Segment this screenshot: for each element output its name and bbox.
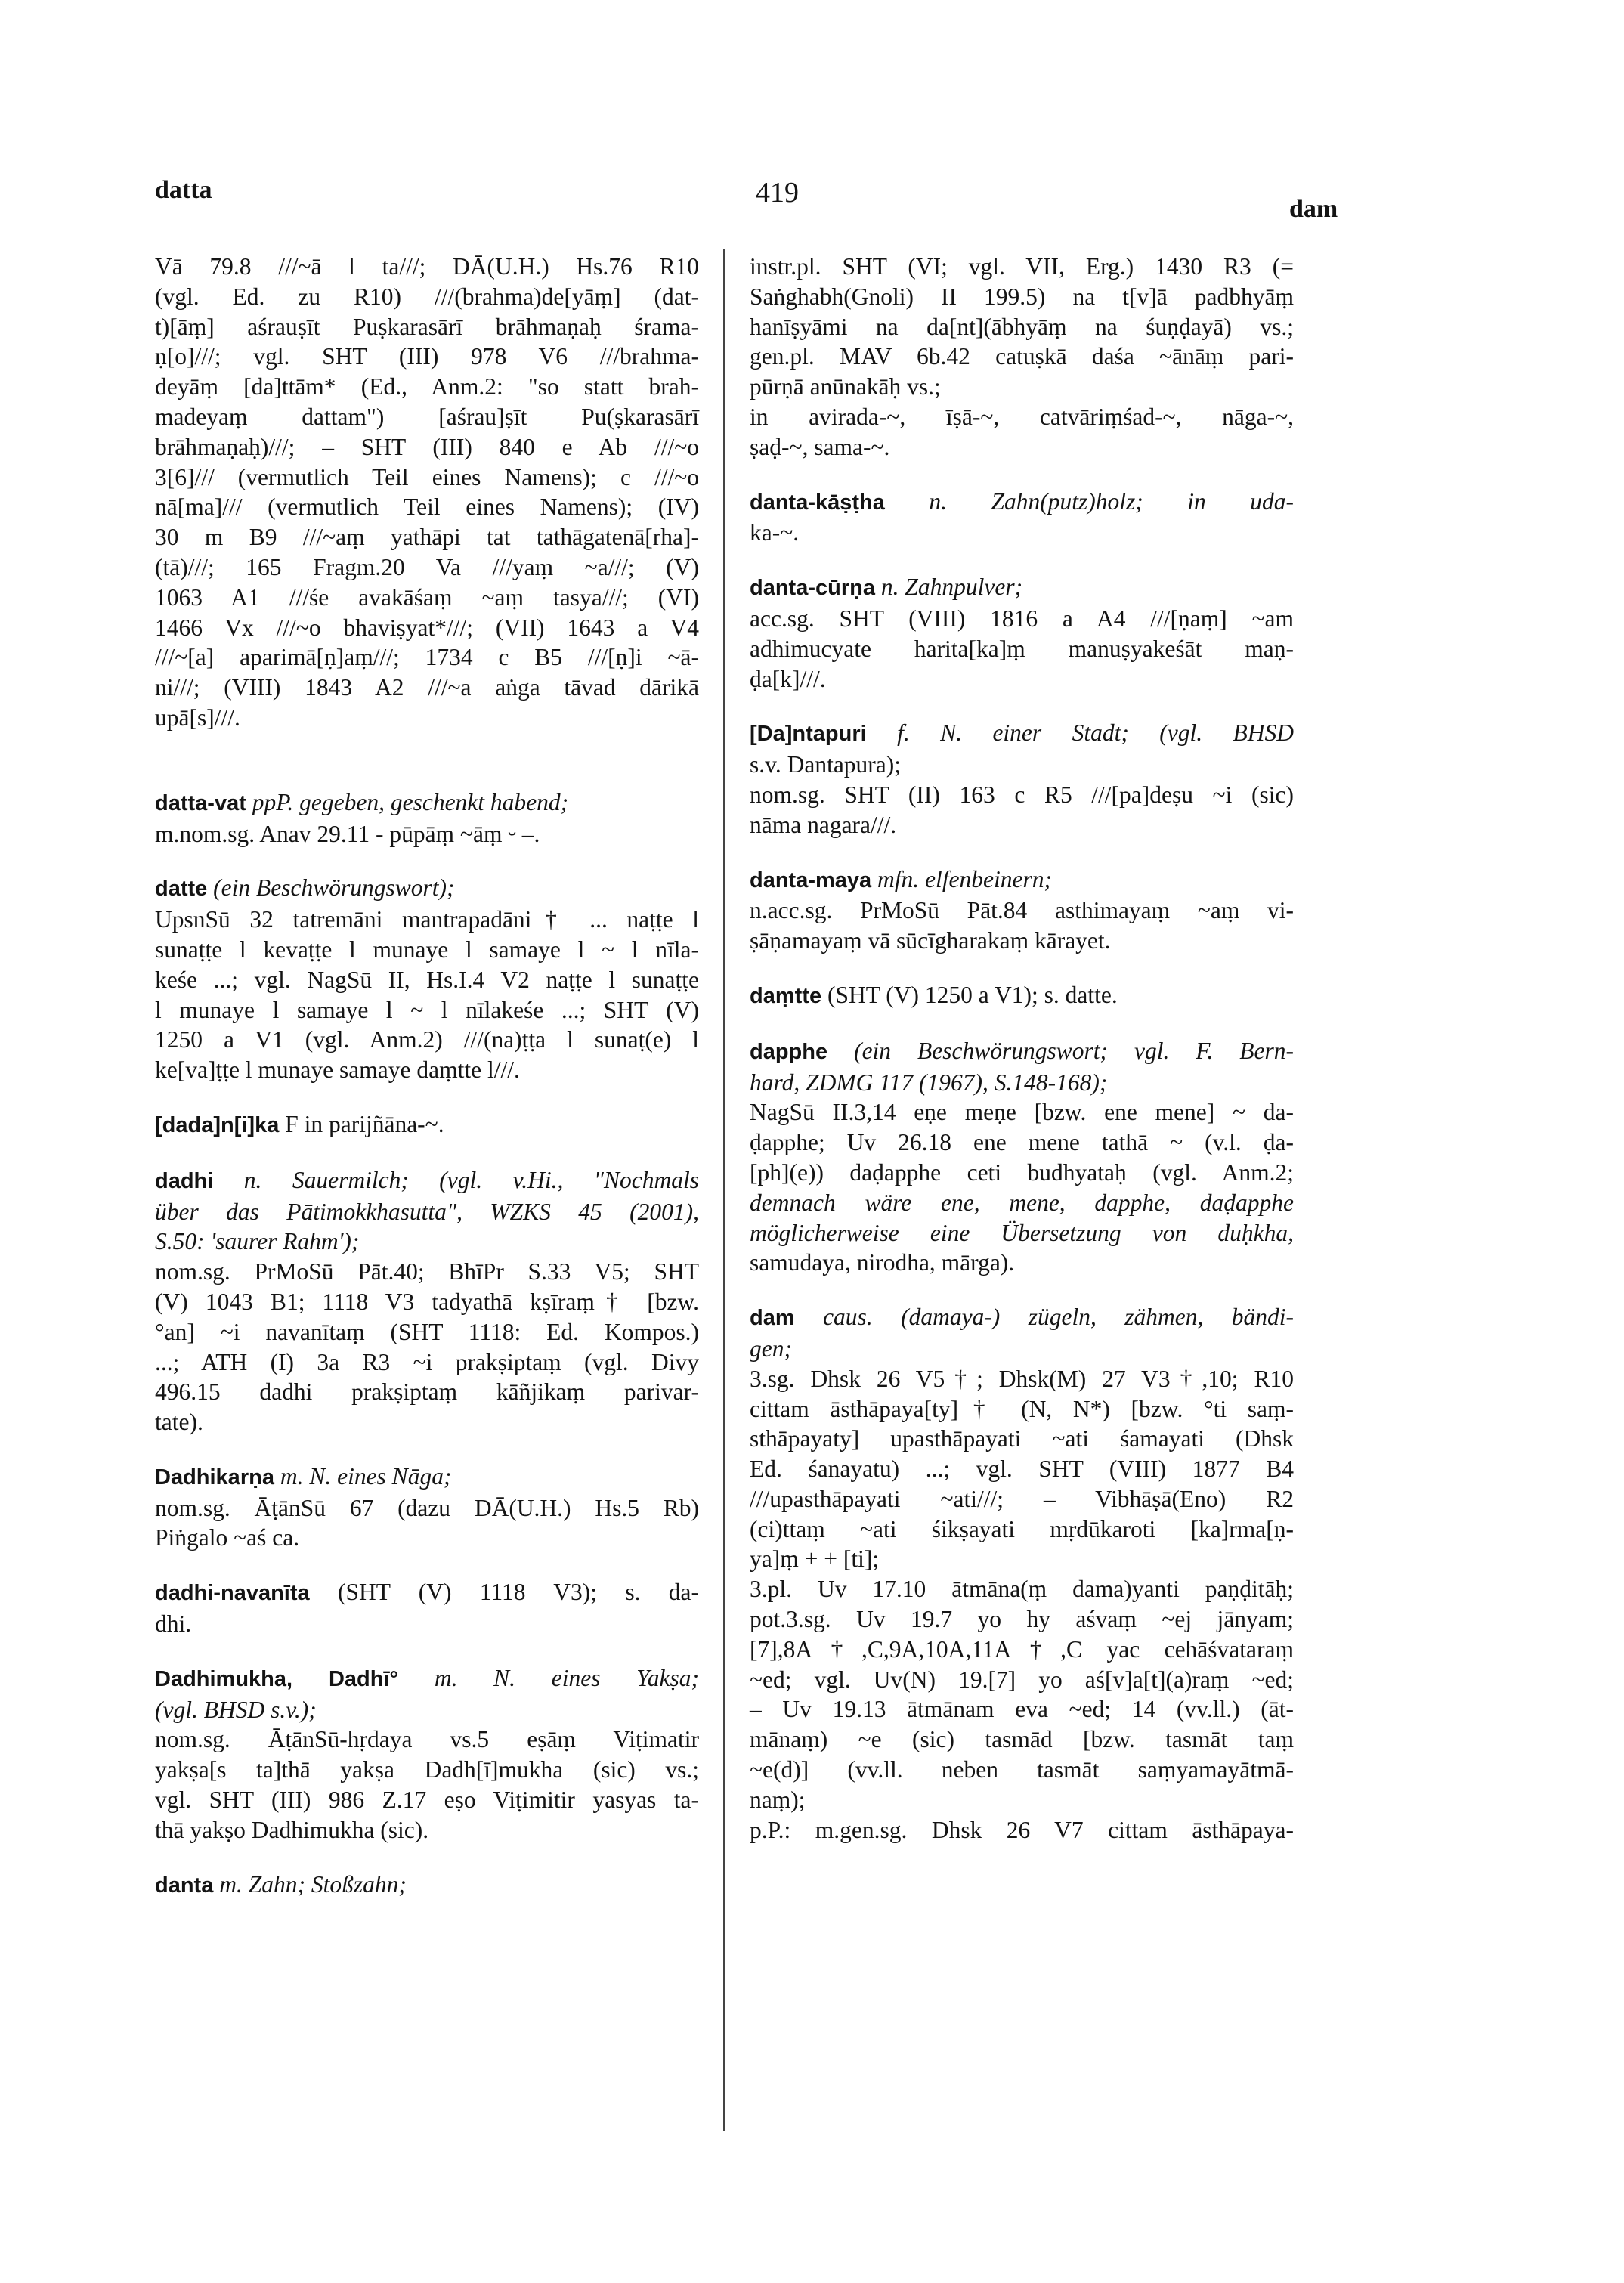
text-line: sunaṭṭe l kevaṭṭe l munaye l samaye l ~ l nīla- xyxy=(155,936,699,963)
definition: n. Zahnpulver; xyxy=(880,574,1023,601)
text-line: Saṅghabh(Gnoli) II 199.5) na t[v]ā padbhyāṃ xyxy=(750,283,1294,310)
text-line: yakṣa[s ta]thā yakṣa Dadh[ī]mukha (sic) vs.; xyxy=(155,1756,699,1783)
definition: ppP. gegeben, geschenkt habend; xyxy=(252,788,569,815)
text-line: [ph](e)) daḍapphe ceti budhyataḥ (vgl. Anm.2; xyxy=(750,1159,1294,1186)
text-line: S.50: 'saurer Rahm'); xyxy=(155,1228,360,1255)
definition: (ein Beschwörungswort); xyxy=(213,874,455,902)
entry-dadhimukha xyxy=(155,1663,699,1845)
text-line: adhimucyate harita[ka]ṃ manuṣyakeśāt maṇ- xyxy=(750,635,1294,662)
text-line: naṃ); xyxy=(750,1786,806,1813)
text-line: (vgl. BHSD s.v.); xyxy=(155,1696,317,1723)
text-line: l munaye l samaye l ~ l nīlakeśe ...; SHT (V) xyxy=(155,996,699,1023)
column-divider xyxy=(723,249,725,2131)
text-line: (V) 1043 B1; 1118 V3 tadyathā kṣīraṃ† [bzw. xyxy=(155,1288,699,1315)
text-line: gen; xyxy=(750,1335,792,1362)
entry-danta xyxy=(155,1870,699,1901)
entry-danta-kastha xyxy=(750,487,1294,549)
headword: Dadhimukha, Dadhī° xyxy=(155,1666,399,1691)
text-line: Piṅgalo ~aś ca. xyxy=(155,1524,300,1551)
text-line: – Uv 19.13 ātmānam eva ~ed; 14 (vv.ll.) (āt- xyxy=(750,1696,1294,1723)
text-line: s.v. Dantapura); xyxy=(750,751,902,778)
text-line: ~e(d)] (vv.ll. neben tasmāt saṃyamayātmā- xyxy=(750,1756,1294,1783)
text-line: in avirada-~, īṣā-~, catvāriṃśad-~, nāga-~, xyxy=(750,403,1294,430)
entry-datte xyxy=(155,873,699,1085)
text-line: ni///; (VIII) 1843 A2 ///~a aṅga tāvad dārikā xyxy=(155,674,699,701)
text-line: 3[6]/// (vermutlich Teil eines Namens); c ///~o xyxy=(155,463,699,490)
text-line: samudaya, nirodha, mārga). xyxy=(750,1249,1015,1276)
headword: datta-vat xyxy=(155,790,246,815)
definition: mfn. elfenbeinern; xyxy=(877,865,1052,892)
text-line: thā yakṣo Dadhimukha (sic). xyxy=(155,1816,429,1843)
text-line: Vā 79.8 ///~ā l ta///; DĀ(U.H.) Hs.76 R10 xyxy=(155,253,699,280)
definition: m. Zahn; Stoßzahn; xyxy=(219,1870,407,1898)
text-line: UpsnSū 32 tatremāni mantrapadāni† ... naṭṭe l xyxy=(155,906,699,933)
entry-datta-continued xyxy=(155,252,699,733)
text-line: möglicherweise eine Übersetzung von duḥkha, xyxy=(750,1219,1294,1246)
text-line: ka-~. xyxy=(750,519,800,546)
entry-dadaniika xyxy=(155,1109,699,1141)
text-line: madeyaṃ dattam") [aśrau]ṣīt Pu(ṣkarasārī xyxy=(155,403,699,430)
text-line: mānaṃ) ~e (sic) tasmād [bzw. tasmāt taṃ xyxy=(750,1726,1294,1753)
text-line: n.acc.sg. PrMoSū Pāt.84 asthimayaṃ ~aṃ vi- xyxy=(750,897,1294,924)
text-line: F in parijñāna-~. xyxy=(285,1110,444,1137)
definition: f. N. einer Stadt; (vgl. BHSD xyxy=(897,719,1294,747)
text-line: instr.pl. SHT (VI; vgl. VII, Erg.) 1430 R3 (= xyxy=(750,253,1294,280)
text-line: pūrṇā anūnakāḥ vs.; xyxy=(750,373,941,401)
headword: dam xyxy=(750,1306,795,1331)
text-line: ṇ[o]///; vgl. SHT (III) 978 V6 ///brahma- xyxy=(155,343,699,370)
text-line: 3.pl. Uv 17.10 ātmāna(ṃ dama)yanti paṇḍitāḥ; xyxy=(750,1576,1294,1603)
text-line: nom.sg. ĀṭānSū 67 (dazu DĀ(U.H.) Hs.5 Rb) xyxy=(155,1494,699,1521)
entry-dadhi xyxy=(155,1165,699,1437)
text-line: brāhmaṇaḥ)///; – SHT (III) 840 e Ab ///~o xyxy=(155,433,699,460)
text-line: (vgl. Ed. zu R10) ///(brahma)de[yāṃ] (dat- xyxy=(155,283,699,310)
headword: [Da]ntapuri xyxy=(750,722,867,747)
headword: dapphe xyxy=(750,1039,828,1064)
entry-dantapuri xyxy=(750,718,1294,840)
text-line: cittam āsthāpaya[ty]† (N, N*) [bzw. °ti saṃ- xyxy=(750,1395,1294,1422)
running-head-right: dam xyxy=(1289,195,1338,223)
headword: dadhi xyxy=(155,1168,214,1193)
text-line: gen.pl. MAV 6b.42 catuṣkā daśa ~ānāṃ pari- xyxy=(750,343,1294,370)
text-line: 3.sg. Dhsk 26 V5†; Dhsk(M) 27 V3†,10; R10 xyxy=(750,1365,1294,1392)
text-line: NagSū II.3,14 eṇe meṇe [bzw. ene mene] ~ da- xyxy=(750,1099,1294,1126)
text-line: demnach wäre ene, mene, dapphe, daḍapphe xyxy=(750,1189,1294,1216)
entry-dadhi-navanita xyxy=(155,1577,699,1639)
definition: n. Zahn(putz)holz; in uda- xyxy=(929,487,1295,515)
entry-danta-maya xyxy=(750,865,1294,956)
entry-datta-vat xyxy=(155,787,699,849)
text-line: 1250 a V1 (vgl. Anm.2) ///(na)ṭṭa l sunaṭ(e) l xyxy=(155,1026,699,1053)
entry-danta-continued xyxy=(750,252,1294,462)
definition: m. N. eines Yakṣa; xyxy=(434,1664,700,1691)
text-line: deyāṃ [da]ttām* (Ed., Anm.2: "so statt brah- xyxy=(155,373,699,401)
running-head-left: datta xyxy=(155,176,212,204)
headword: datte xyxy=(155,877,208,902)
entry-damtte xyxy=(750,980,1294,1012)
headword: [dada]n[i]ka xyxy=(155,1112,280,1137)
entry-dadhikarna xyxy=(155,1462,699,1553)
text-line: nom.sg. PrMoSū Pāt.40; BhīPr S.33 V5; SHT xyxy=(155,1258,699,1285)
headword: danta-maya xyxy=(750,868,872,892)
text-line: t)[āṃ] aśrauṣīt Puṣkarasārī brāhmaṇaḥ śrama- xyxy=(155,313,699,340)
definition: caus. (damaya-) zügeln, zähmen, bändi- xyxy=(823,1304,1294,1331)
text-line: ya]ṃ + + [ti]; xyxy=(750,1545,880,1573)
text-line: ~ed; vgl. Uv(N) 19.[7] yo aś[v]a[t](a)raṃ ~ed; xyxy=(750,1666,1294,1693)
text-line: über das Pātimokkhasutta", WZKS 45 (2001), xyxy=(155,1198,699,1225)
text-line: (tā)///; 165 Fragm.20 Va ///yaṃ ~a///; (V) xyxy=(155,553,699,580)
text-line: °an] ~i navanītaṃ (SHT 1118: Ed. Kompos.) xyxy=(155,1318,699,1345)
text-line: m.nom.sg. Anav 29.11 - pūpāṃ ~āṃ ⏑ –. xyxy=(155,820,540,847)
text-line: ...; ATH (I) 3a R3 ~i prakṣiptaṃ (vgl. Divy xyxy=(155,1348,699,1375)
text-line: ṣaḍ-~, sama-~. xyxy=(750,433,890,460)
text-line: tate). xyxy=(155,1409,203,1436)
text-line: upā[s]///. xyxy=(155,704,240,731)
headword: daṃtte xyxy=(750,983,822,1008)
text-line: acc.sg. SHT (VIII) 1816 a A4 ///[ṇaṃ] ~am xyxy=(750,605,1294,632)
definition: (ein Beschwörungswort; vgl. F. Bern- xyxy=(854,1037,1294,1064)
text-line: p.P.: m.gen.sg. Dhsk 26 V7 cittam āsthāpaya- xyxy=(750,1816,1294,1843)
text-line: nom.sg. ĀṭānSū-hṛdaya vs.5 eṣāṃ Viṭimatir xyxy=(155,1726,699,1753)
entry-dam xyxy=(750,1302,1294,1845)
text-line: ///~[a] aparimā[ṇ]aṃ///; 1734 c B5 ///[ṇ]i ~ā- xyxy=(155,644,699,671)
headword: dadhi-navanīta xyxy=(155,1581,310,1606)
headword: Dadhikarṇa xyxy=(155,1465,274,1490)
column-left xyxy=(155,252,699,1925)
text-line: nā[ma]/// (vermutlich Teil eines Namens); (IV) xyxy=(155,493,699,521)
text-line: (SHT (V) 1118 V3); s. da- xyxy=(338,1579,699,1606)
definition: m. N. eines Nāga; xyxy=(280,1462,452,1490)
text-line: nom.sg. SHT (II) 163 c R5 ///[pa]deṣu ~i (sic) xyxy=(750,781,1294,808)
text-line: vgl. SHT (III) 986 Z.17 eṣo Viṭimitir yasyas ta- xyxy=(155,1786,699,1814)
entry-danta-curna xyxy=(750,572,1294,694)
text-line: 1466 Vx ///~o bhaviṣyat*///; (VII) 1643 a V4 xyxy=(155,614,699,641)
headword: danta-cūrṇa xyxy=(750,576,875,601)
column-right xyxy=(750,252,1294,1869)
text-line: keśe ...; vgl. NagSū II, Hs.I.4 V2 naṭṭe l sunaṭṭe xyxy=(155,966,699,993)
definition: n. Sauermilch; (vgl. v.Hi., "Nochmals xyxy=(243,1166,700,1193)
text-line: ḍapphe; Uv 26.18 ene mene tathā ~ (v.l. ḍa- xyxy=(750,1129,1294,1156)
text-line: Ed. śanayatu) ...; vgl. SHT (VIII) 1877 B4 xyxy=(750,1455,1294,1483)
text-line: pot.3.sg. Uv 19.7 yo hy aśvaṃ ~ej jānyam; xyxy=(750,1606,1294,1633)
text-line: ///upasthāpayati ~ati///; – Vibhāṣā(Eno) R2 xyxy=(750,1485,1294,1512)
page-number: 419 xyxy=(756,177,799,209)
text-line: hard, ZDMG 117 (1967), S.148-168); xyxy=(750,1069,1108,1096)
text-line: dhi. xyxy=(155,1610,192,1638)
text-line: 496.15 dadhi prakṣiptaṃ kāñjikaṃ parivar- xyxy=(155,1378,699,1406)
text-line: sthāpayaty] upasthāpayati ~ati śamayati (Dhsk xyxy=(750,1425,1294,1452)
text-line: ḍa[k]///. xyxy=(750,665,826,692)
text-line: 30 m B9 ///~aṃ yathāpi tat tathāgatenā[rha]- xyxy=(155,524,699,551)
entry-dapphe xyxy=(750,1036,1294,1278)
text-line: 1063 A1 ///śe avakāśaṃ ~aṃ tasya///; (VI) xyxy=(155,583,699,611)
text-line: nāma nagara///. xyxy=(750,811,897,838)
headword: danta xyxy=(155,1873,214,1898)
text-line: (SHT (V) 1250 a V1); s. datte. xyxy=(827,981,1118,1008)
headword: danta-kāṣṭha xyxy=(750,490,885,515)
text-line: (ci)ttaṃ ~ati śikṣayati mṛdūkaroti [ka]rma[ṇ- xyxy=(750,1515,1294,1542)
text-line: ke[va]ṭṭe l munaye samaye daṃtte l///. xyxy=(155,1056,520,1084)
text-line: [7],8A†,C,9A,10A,11A†,C yac cehāśvataraṃ xyxy=(750,1635,1294,1663)
text-line: ṣāṇamayaṃ vā sūcīgharakaṃ kārayet. xyxy=(750,927,1111,954)
text-line: hanīṣyāmi na da[nt](ābhyāṃ na śuṇḍayā) vs.; xyxy=(750,313,1294,340)
